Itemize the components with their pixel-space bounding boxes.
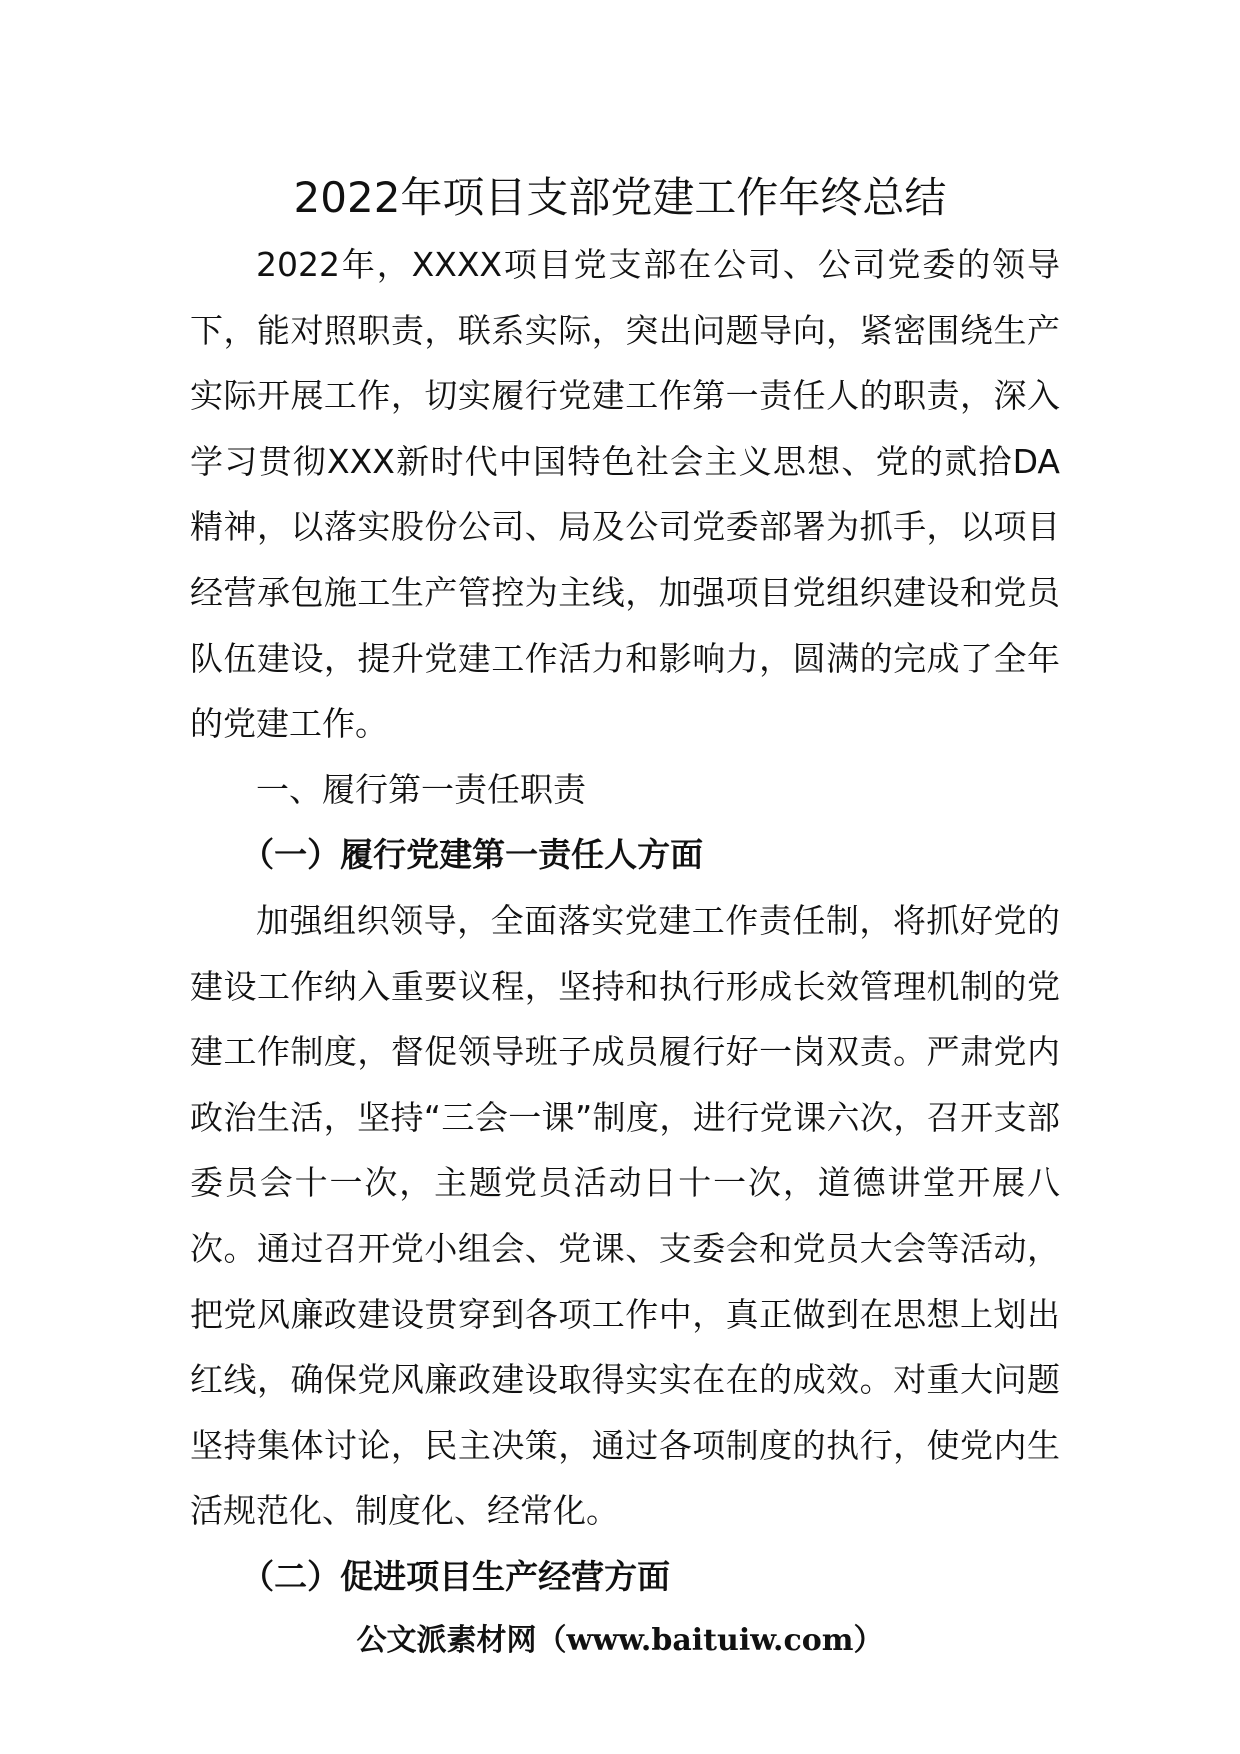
source-footer: 公文派素材网（www.baituiw.com） [356, 1623, 884, 1658]
document-title: 2022年项目支部党建工作年终总结 [293, 173, 947, 222]
document-body [190, 232, 1060, 1609]
section-heading-1: 一、履行第一责任职责 [256, 769, 586, 809]
subsection-heading-1: （一）履行党建第一责任人方面 [241, 835, 704, 875]
subsection-heading-2: （二）促进项目生产经营方面 [241, 1556, 671, 1596]
intro-paragraph: 2022年，XXXX项目党支部在公司、公司党委的领导下，能对照职责，联系实际，突出问题导向，紧密围绕生产实际开展工作，切实履行党建工作第一责任人的职责，深入学习贯彻XXX新时代中国特色社会主义思想、党的贰拾DA精神，以落实股份公司、局及公司党委部署为抓手，以项目经营承包施工生产管控为主线，加强项目党组织建设和党员队伍建设，提升党建工作活力和影响力，圆满的完成了全年的党建工作。 [190, 245, 1060, 744]
subsection-paragraph-1: 加强组织领导，全面落实党建工作责任制，将抓好党的建设工作纳入重要议程，坚持和执行形成长效管理机制的党建工作制度，督促领导班子成员履行好一岗双责。严肃党内政治生活，坚持“三会一课”制度，进行党课六次，召开支部委员会十一次，主题党员活动日十一次，道德讲堂开展八次。通过召开党小组会、党课、支委会和党员大会等活动，把党风廉政建设贯穿到各项工作中，真正做到在思想上划出红线，确保党风廉政建设取得实实在在的成效。对重大问题坚持集体讨论，民主决策，通过各项制度的执行，使党内生活规范化、制度化、经常化。 [190, 900, 1060, 1531]
